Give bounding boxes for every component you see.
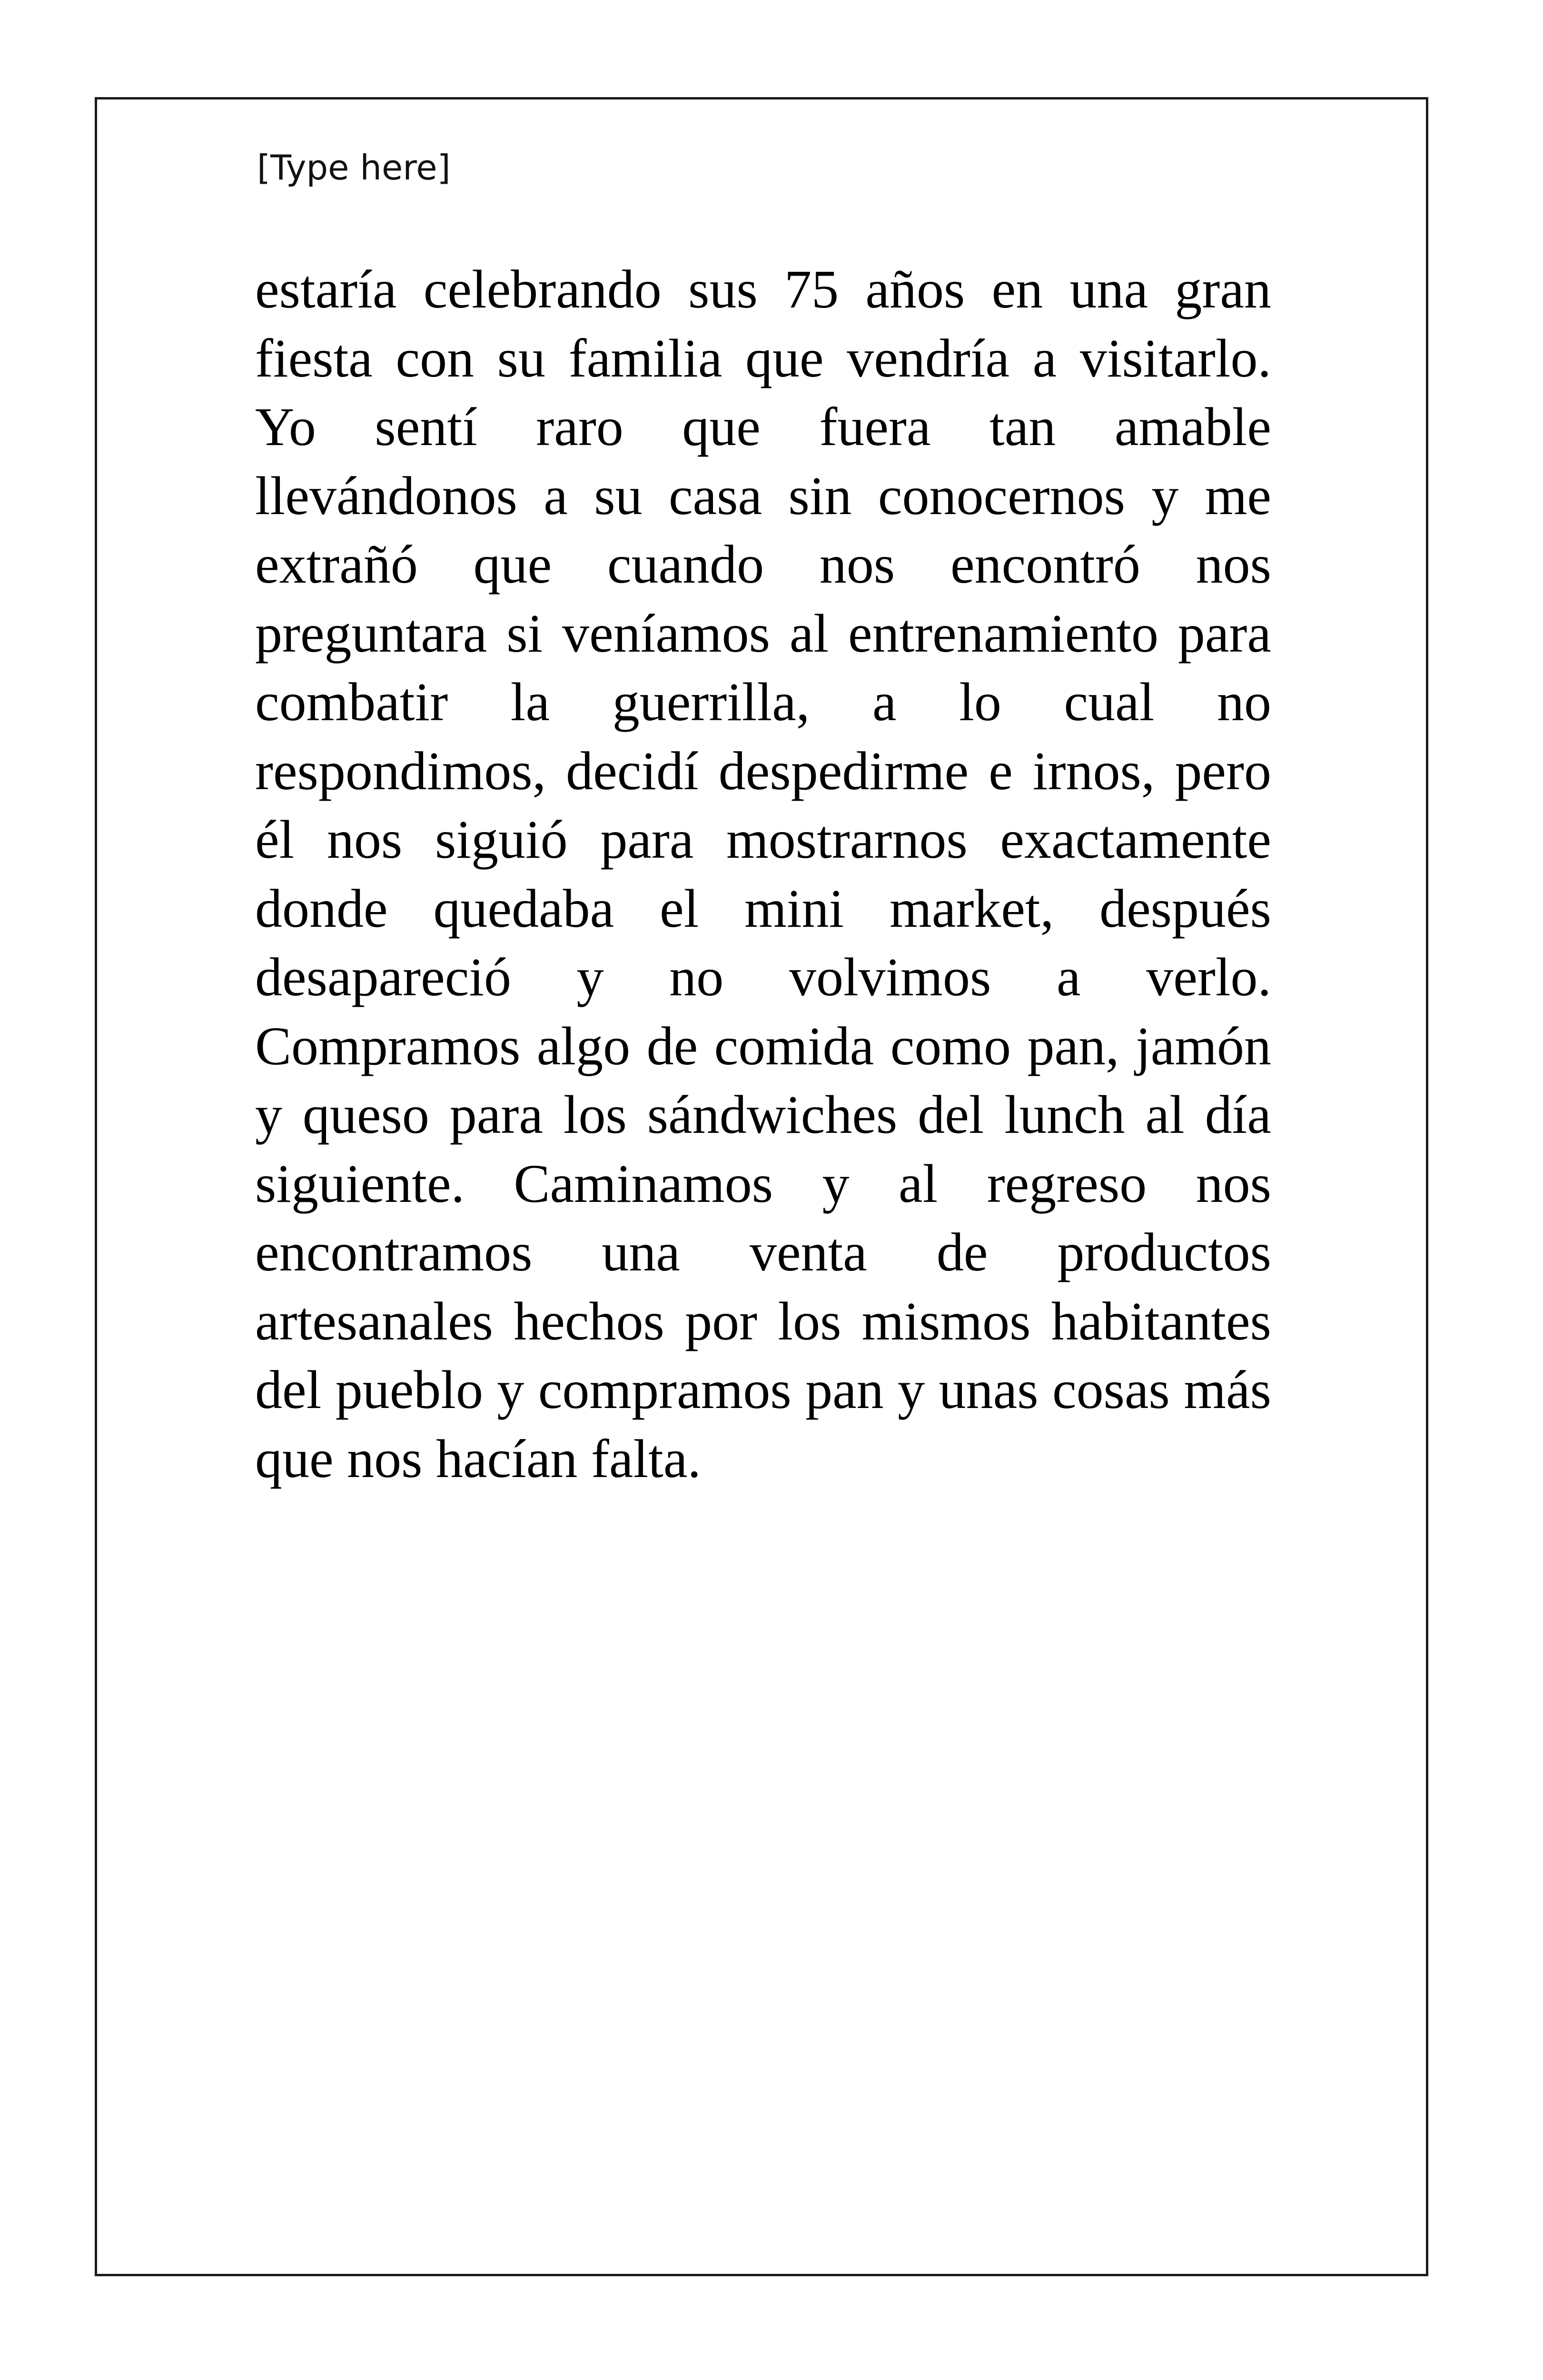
body-line: donde quedaba el mini market, después [255,878,1271,939]
body-line: que nos hacían falta. [255,1428,701,1489]
page-border [95,97,1428,2276]
body-line: encontramos una venta de productos [255,1222,1271,1282]
body-line: Compramos algo de comida como pan, jamón [255,1015,1271,1076]
body-line: extrañó que cuando nos encontró nos [255,534,1271,595]
header-placeholder[interactable]: [Type here] [257,148,451,188]
body-line: desapareció y no volvimos a verlo. [255,947,1271,1007]
body-line: artesanales hechos por los mismos habitantes [255,1290,1271,1351]
body-line: estaría celebrando sus 75 años en una gran [255,259,1271,319]
body-line: llevándonos a su casa sin conocernos y me [255,465,1271,526]
body-line: Yo sentí raro que fuera tan amable [255,397,1271,457]
body-line: combatir la guerrilla, a lo cual no [255,672,1271,732]
body-text [255,255,1271,1493]
body-line: él nos siguió para mostrarnos exactamente [255,809,1271,870]
body-line: fiesta con su familia que vendría a visitarlo. [255,327,1271,388]
body-line: siguiente. Caminamos y al regreso nos [255,1153,1271,1214]
body-line: respondimos, decidí despedirme e irnos, pero [255,740,1271,801]
body-line: y queso para los sándwiches del lunch al día [255,1084,1271,1145]
body-line: del pueblo y compramos pan y unas cosas más [255,1359,1271,1420]
body-line: preguntara si veníamos al entrenamiento para [255,603,1271,664]
